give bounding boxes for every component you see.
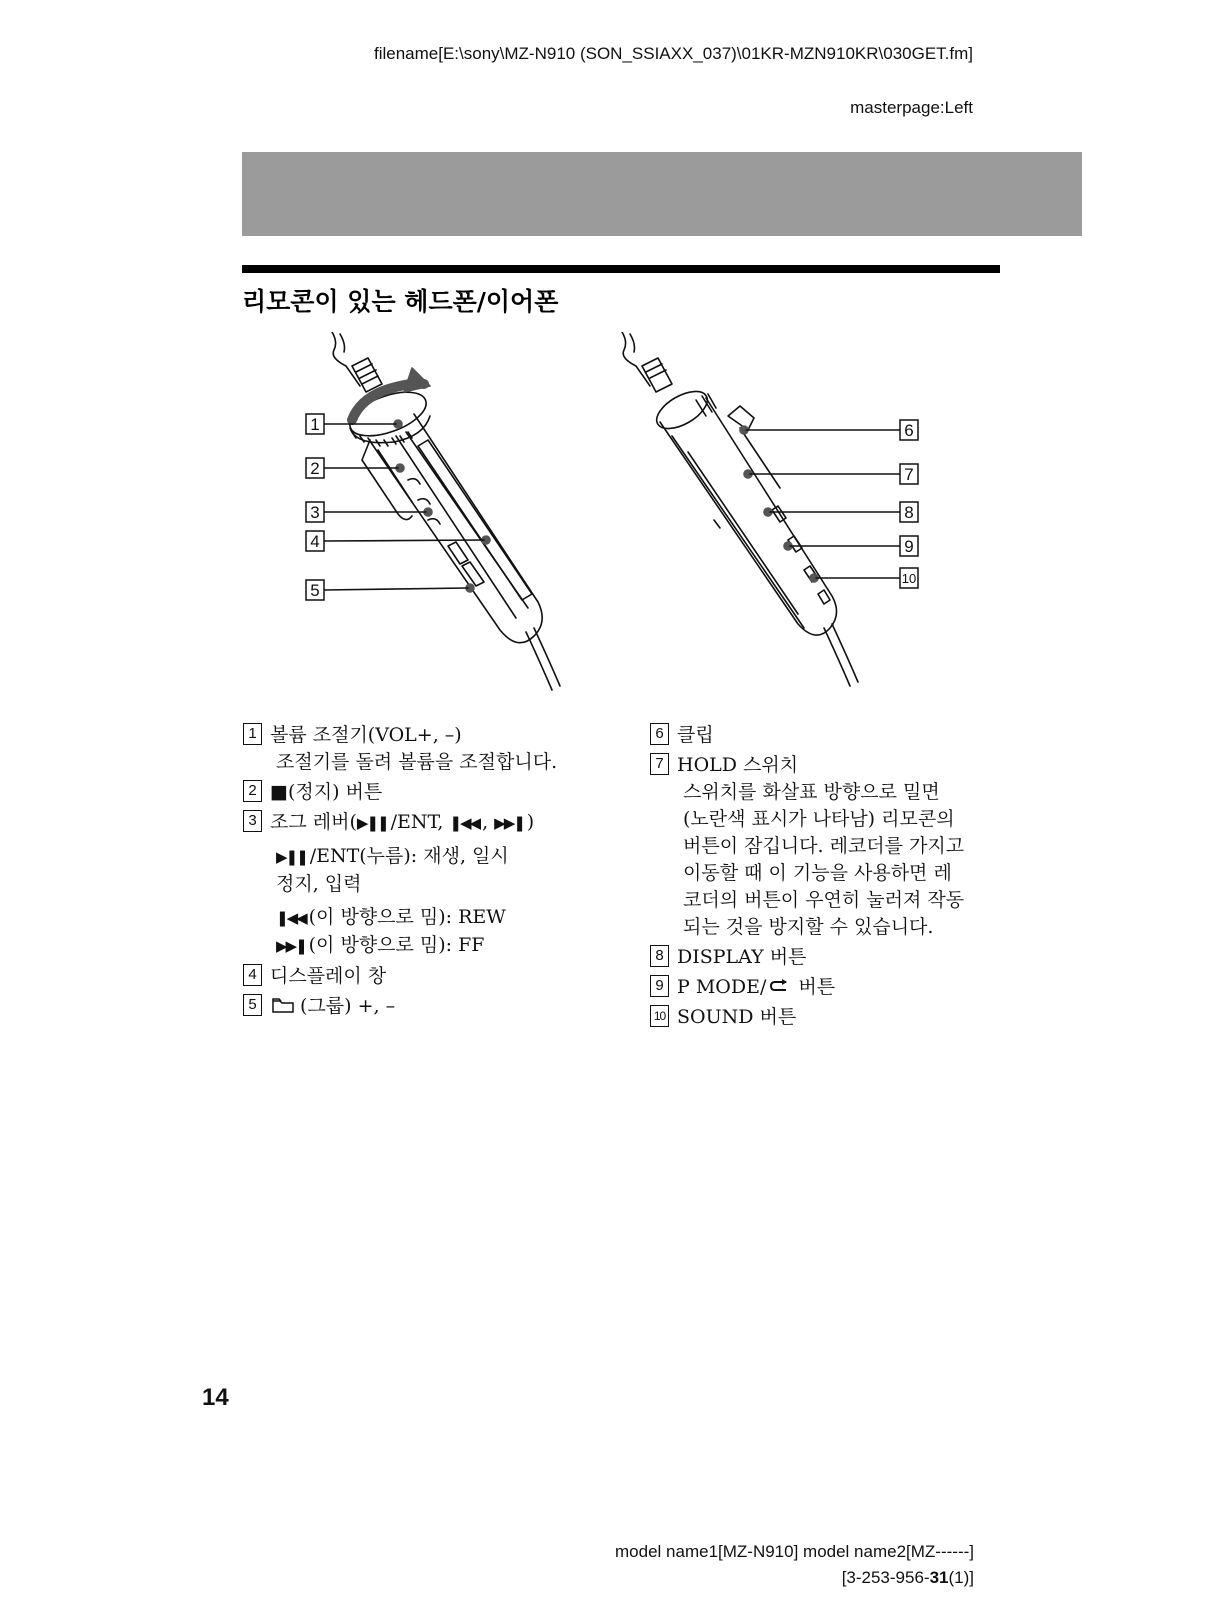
svg-text:1: 1 [310,415,320,434]
svg-text:7: 7 [904,465,914,484]
list-item [650,1004,1010,1031]
svg-text:10: 10 [901,571,917,586]
item-number: 3 [243,810,262,832]
item-title: SOUND 버튼 [677,1006,797,1028]
item-number: 2 [243,780,262,802]
header-band [242,152,1082,236]
header-filename: filename[E:\sony\MZ-N910 (SON_SSIAXX_037)\01KR-MZN910KR\030GET.fm] [373,44,973,63]
list-item [650,722,1010,749]
item-title-part: 버튼 [792,976,836,998]
list-item [243,722,613,776]
item-title-part: , [482,811,495,833]
item-number: 6 [650,723,669,745]
list-item [650,974,1010,1001]
svg-text:6: 6 [904,421,914,440]
item-description: 조절기를 돌려 볼륨을 조절합니다. [276,751,558,773]
item-title: (그룹) +, – [300,995,396,1017]
item-number: 4 [243,964,262,986]
item-number: 8 [650,945,669,967]
callout-2 [306,458,324,478]
callout-5 [306,580,324,600]
callout-6 [900,420,918,440]
desc-text: (이 방향으로 밈): REW [308,906,506,928]
callout-8 [900,502,918,522]
list-item [243,779,613,806]
item-title: 클립 [677,724,714,746]
item-description [243,904,613,932]
section-title: 리모콘이 있는 헤드폰/이어폰 [242,287,559,316]
item-description [243,932,613,960]
item-number: 5 [243,994,262,1016]
item-description: 코더의 버튼이 우연히 눌러져 작동 [683,889,965,911]
item-number: 1 [243,723,262,745]
previous-icon: ❚◀◀ [449,814,480,832]
item-number: 7 [650,753,669,775]
title-rule [242,265,1000,273]
callout-7 [900,464,918,484]
footer-part-suffix: (1)] [948,1568,974,1587]
item-description: 되는 것을 방지할 수 있습니다. [683,916,934,938]
list-item [650,752,1010,941]
page-number: 14 [202,1384,229,1411]
folder-icon [272,997,294,1013]
item-description: 정지, 입력 [276,873,362,895]
item-title: 디스플레이 창 [270,965,387,987]
list-item [243,963,613,990]
play-pause-icon: ▶❚❚ [356,814,388,832]
item-title: HOLD 스위치 [677,754,799,776]
item-title-part: /ENT, [390,811,450,833]
item-number: 10 [650,1005,669,1027]
desc-text: (이 방향으로 밈): FF [308,934,485,956]
repeat-icon [770,979,788,993]
callout-1 [306,414,324,434]
parts-list-left [243,722,613,1023]
item-description [243,843,613,871]
svg-text:9: 9 [904,537,914,556]
desc-text: /ENT(누름): 재생, 일시 [309,845,509,867]
callout-10 [900,568,918,588]
footer-part-number [842,1568,974,1588]
footer-model-names: model name1[MZ-N910] model name2[MZ------] [615,1542,974,1561]
next-icon: ▶▶❚ [494,814,524,832]
remote-illustration [300,332,1000,692]
remote-front-view [324,332,560,690]
list-item [650,944,1010,971]
item-title: ■(정지) 버튼 [270,781,383,803]
svg-text:8: 8 [904,503,914,522]
footer-part-bold: 31 [929,1568,949,1587]
header-masterpage: masterpage:Left [850,98,973,117]
list-item [243,993,613,1020]
callout-9 [900,536,918,556]
svg-text:3: 3 [310,503,320,522]
item-number: 9 [650,975,669,997]
item-description: 이동할 때 이 기능을 사용하면 레 [683,862,952,884]
list-item [243,809,613,960]
svg-text:5: 5 [310,581,320,600]
previous-icon: ❚◀◀ [276,909,306,927]
item-title: 조그 레버( [270,811,357,833]
item-description: 스위치를 화살표 방향으로 밀면 [683,781,940,803]
next-icon: ▶▶❚ [276,937,306,955]
svg-text:2: 2 [310,459,320,478]
item-title-part: ) [526,811,535,833]
parts-list-right [650,722,1010,1034]
item-title: 볼륨 조절기(VOL+, –) [270,724,462,746]
svg-text:4: 4 [310,532,320,551]
callout-3 [306,502,324,522]
play-pause-icon: ▶❚❚ [276,848,307,866]
item-description: 버튼이 잠깁니다. 레코더를 가지고 [683,835,965,857]
item-title: P MODE/ [677,976,767,998]
remote-back-view [622,332,900,686]
footer-part-prefix: [3-253-956- [841,1568,930,1587]
item-title: DISPLAY 버튼 [677,946,807,968]
item-description: (노란색 표시가 나타남) 리모콘의 [683,808,955,830]
callout-4 [306,531,324,551]
